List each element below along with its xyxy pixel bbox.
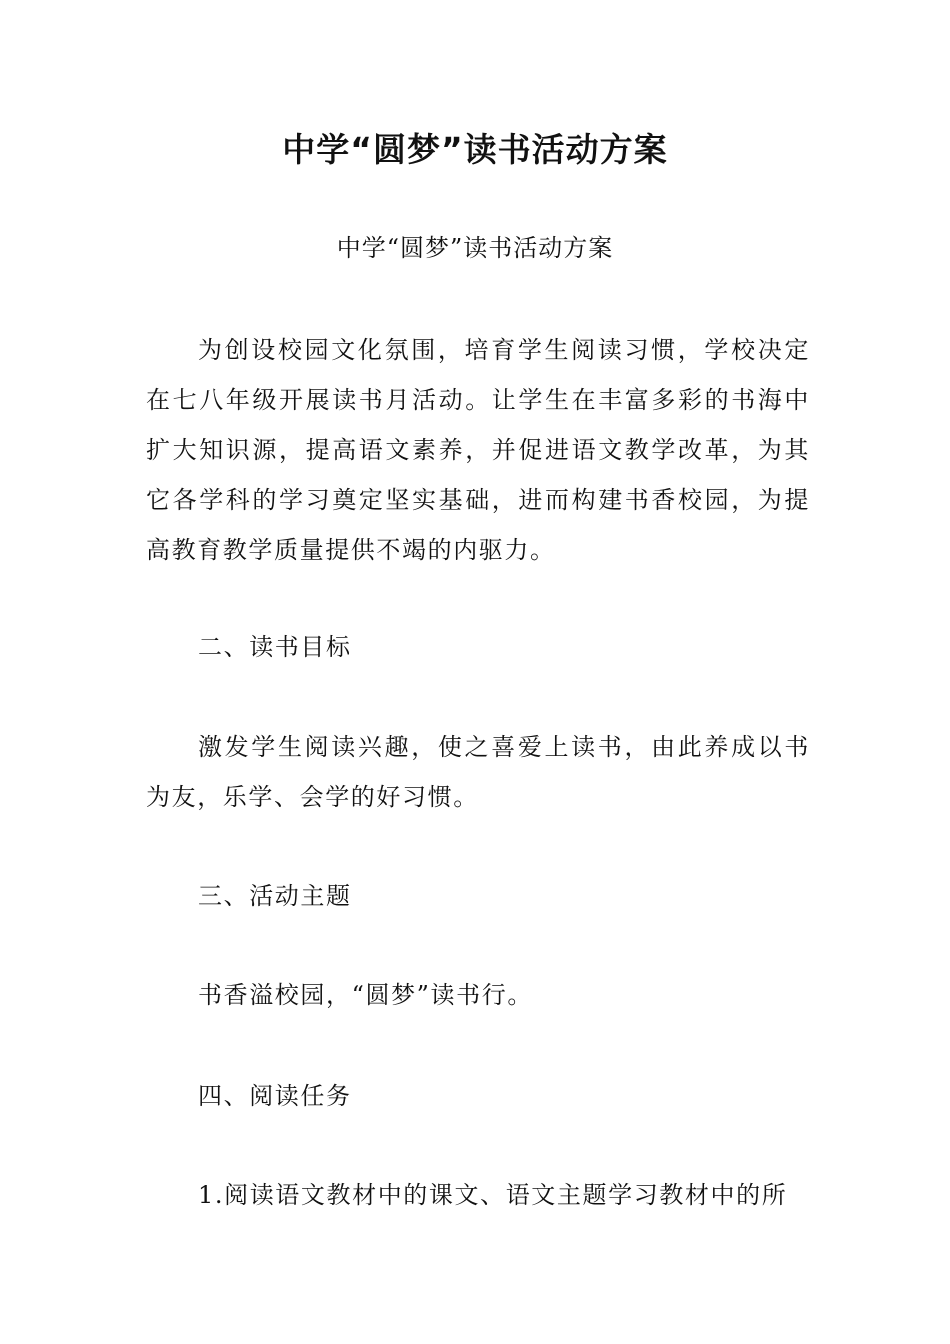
reading-goals-paragraph: 激发学生阅读兴趣，使之喜爱上读书，由此养成以书为友，乐学、会学的好习惯。 xyxy=(146,733,810,811)
section-heading-reading-goals: 二、读书目标 xyxy=(198,633,352,661)
reading-task-item-1: 1.阅读语文教材中的课文、语文主题学习教材中的所 xyxy=(198,1181,788,1209)
section-heading-reading-tasks: 四、阅读任务 xyxy=(198,1082,352,1110)
document-subtitle: 中学“圆梦”读书活动方案 xyxy=(336,234,614,262)
document-title: 中学“圆梦”读书活动方案 xyxy=(282,130,668,169)
intro-paragraph: 为创设校园文化氛围，培育学生阅读习惯，学校决定在七八年级开展读书月活动。让学生在丰富多彩的书海中扩大知识源，提高语文素养，并促进语文教学改革，为其它各学科的学习奠定坚实基础，进而构建书香校园，为提高教育教学质量提供不竭的内驱力。 xyxy=(146,336,810,564)
activity-theme-paragraph: 书香溢校园，“圆梦”读书行。 xyxy=(198,981,533,1009)
section-heading-activity-theme: 三、活动主题 xyxy=(198,882,352,910)
